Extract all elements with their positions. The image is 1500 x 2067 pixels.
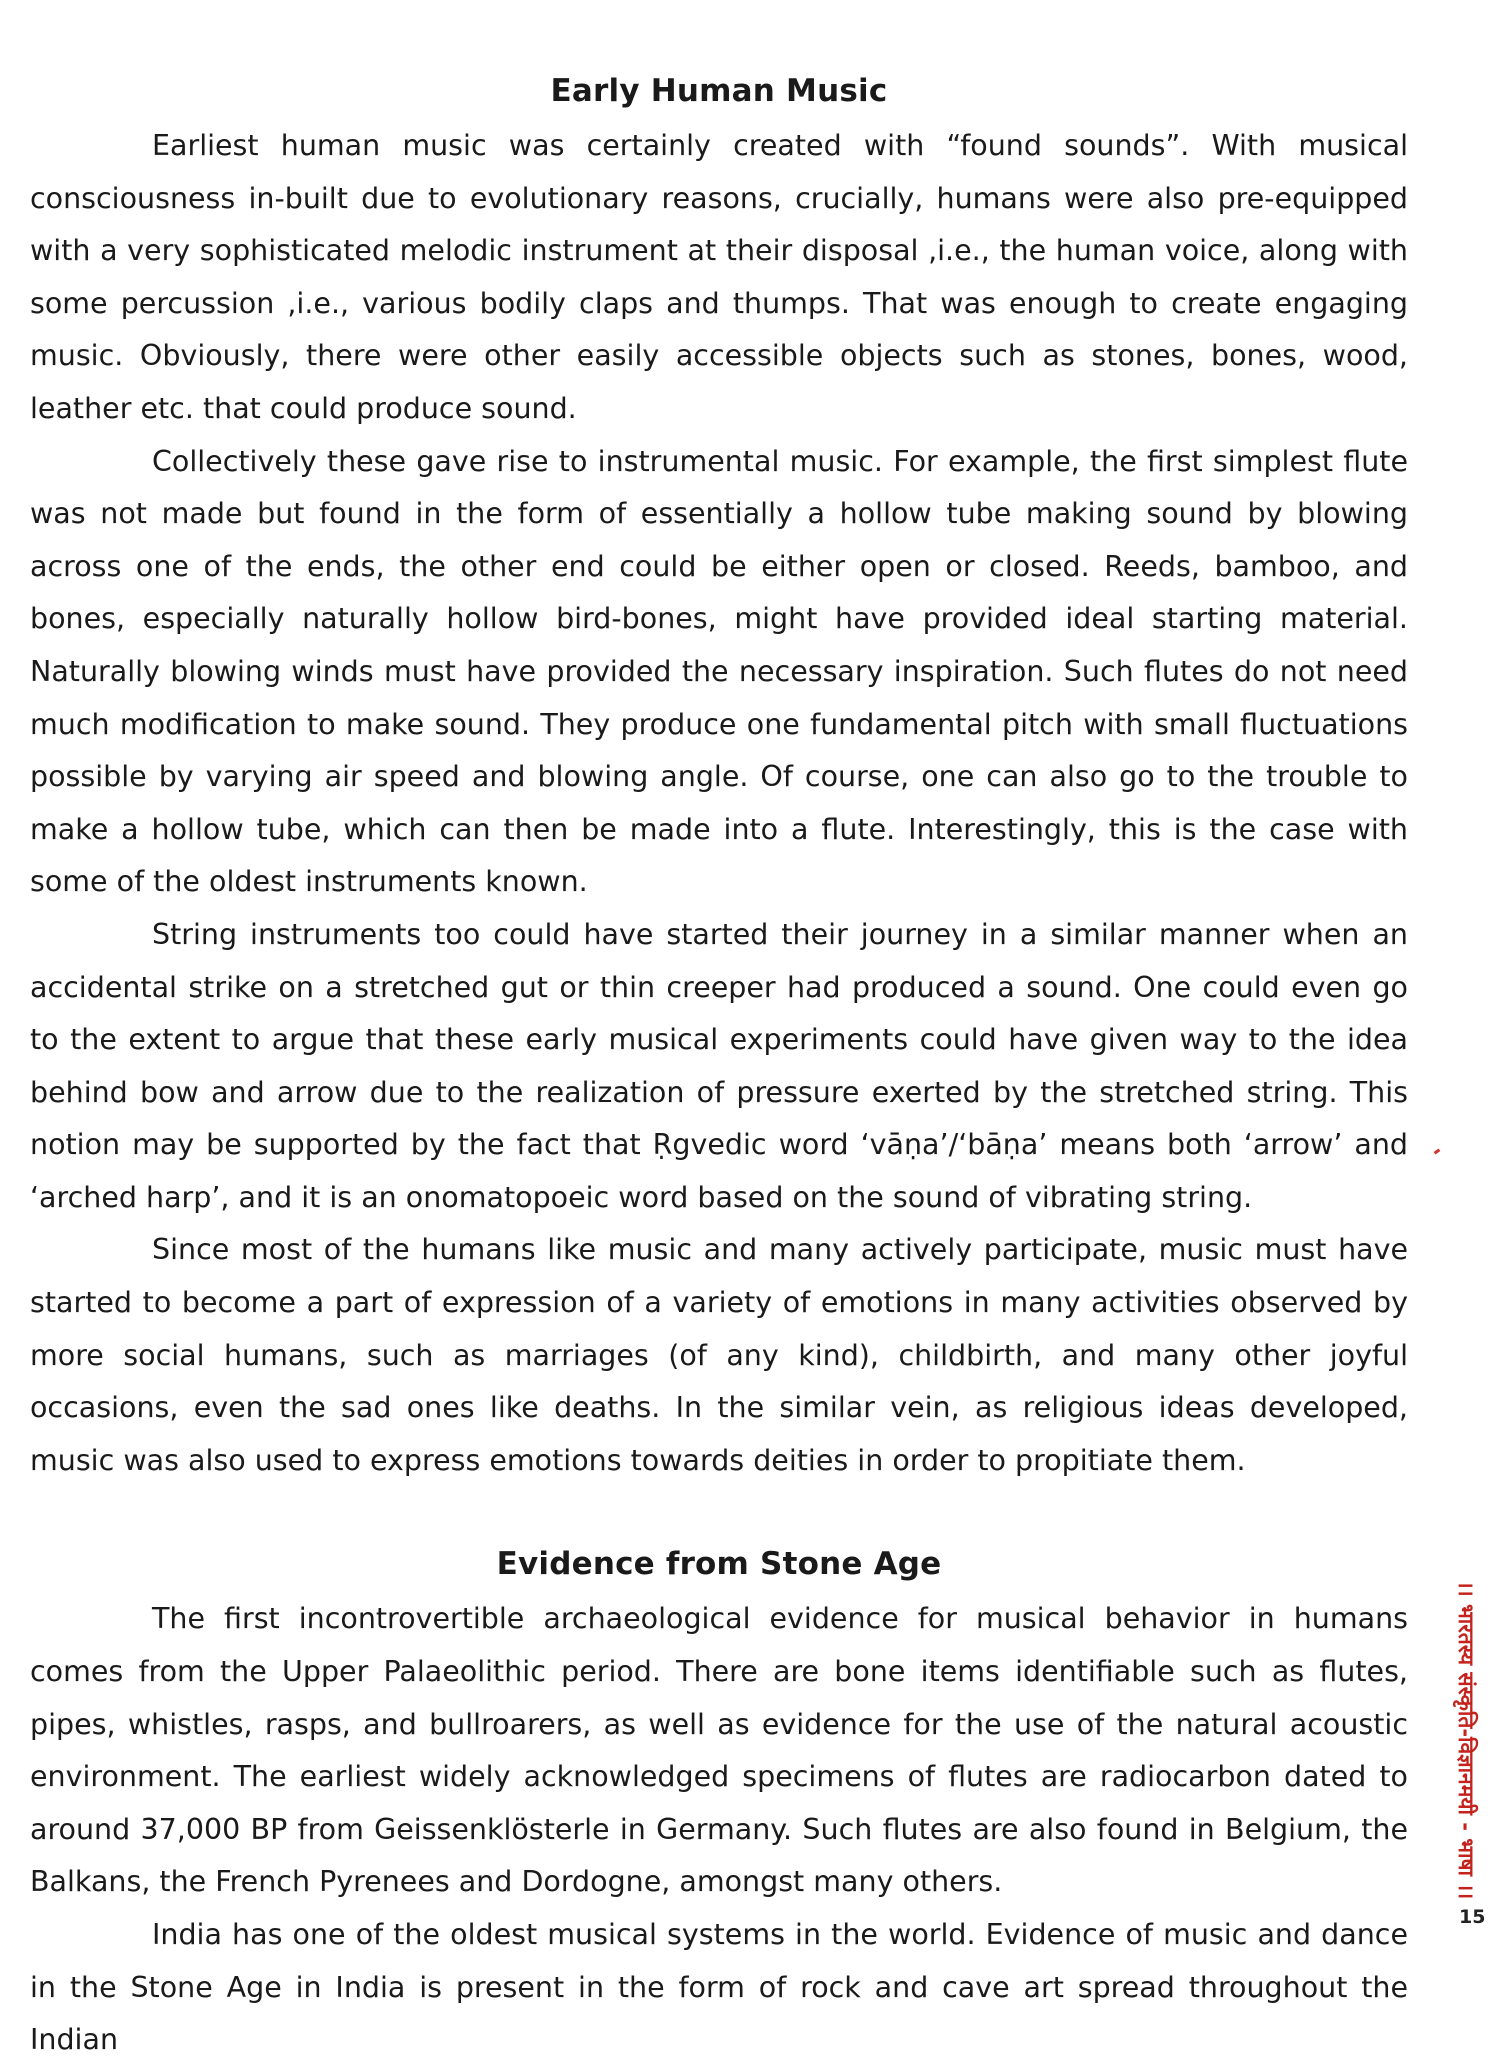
section-heading-evidence-stone-age: Evidence from Stone Age bbox=[496, 1546, 942, 1583]
section-heading-early-human-music: Early Human Music bbox=[550, 73, 888, 109]
side-running-title: ।। भारतस्य संस्कृति-विज्ञानमयी - भाषा ।। bbox=[1454, 1580, 1478, 1900]
margin-mark bbox=[1434, 1149, 1441, 1155]
paragraph: Collectively these gave rise to instrumental music. For example, the first simplest flute was not made but found in the form of essentially a hollow tube making sound by blowing across one of the ends, the other end could be either open or closed. Reeds, bamboo, and bones, especially naturally hollow bird-bones, might have provided ideal starting material. Naturally blowing winds must have provided the necessary inspiration. Such flutes do not need much modification to make sound. They produce one fundamental pitch with small fluctuations possible by varying air speed and blowing angle. Of course, one can also go to the trouble to make a hollow tube, which can then be made into a flute. Interestingly, this is the case with some of the oldest instruments known. bbox=[30, 444, 1408, 899]
paragraph: Earliest human music was certainly created with “found sounds”. With musical consciousness in-built due to evolutionary reasons, crucially, humans were also pre-equipped with a very sophisticated melodic instrument at their disposal ,i.e., the human voice, along with some percussion ,i.e., various bodily claps and thumps. That was enough to create engaging music. Obviously, there were other easily accessible objects such as stones, bones, wood, leather etc. that could produce sound. bbox=[30, 129, 1408, 425]
paragraph: The first incontrovertible archaeological evidence for musical behavior in humans comes from the Upper Palaeolithic period. There are bone items identifiable such as flutes, pipes, whistles, rasps, and bullroarers, as well as evidence for the use of the natural acoustic environment. The earliest widely acknowledged specimens of flutes are radiocarbon dated to around 37,000 BP from Geissenklösterle in Germany. Such flutes are also found in Belgium, the Balkans, the French Pyrenees and Dordogne, amongst many others. bbox=[30, 1602, 1408, 1899]
page-number: 15 bbox=[1459, 1906, 1486, 1928]
paragraph: India has one of the oldest musical systems in the world. Evidence of music and dance in the Stone Age in India is present in the form of rock and cave art spread throughout the Indian bbox=[30, 1918, 1408, 2057]
page-content bbox=[30, 66, 1408, 2067]
paragraph: Since most of the humans like music and many actively participate, music must have started to become a part of expression of a variety of emotions in many activities observed by more social humans, such as marriages (of any kind), childbirth, and many other joyful occasions, even the sad ones like deaths. In the similar vein, as religious ideas developed, music was also used to express emotions towards deities in order to propitiate them. bbox=[30, 1233, 1408, 1477]
paragraph: String instruments too could have started their journey in a similar manner when an accidental strike on a stretched gut or thin creeper had produced a sound. One could even go to the extent to argue that these early musical experiments could have given way to the idea behind bow and arrow due to the realization of pressure exerted by the stretched string. This notion may be supported by the fact that Ṛgvedic word ‘vāṇa’/‘bāṇa’ means both ‘arrow’ and ‘arched harp’, and it is an onomatopoeic word based on the sound of vibrating string. bbox=[30, 917, 1408, 1214]
